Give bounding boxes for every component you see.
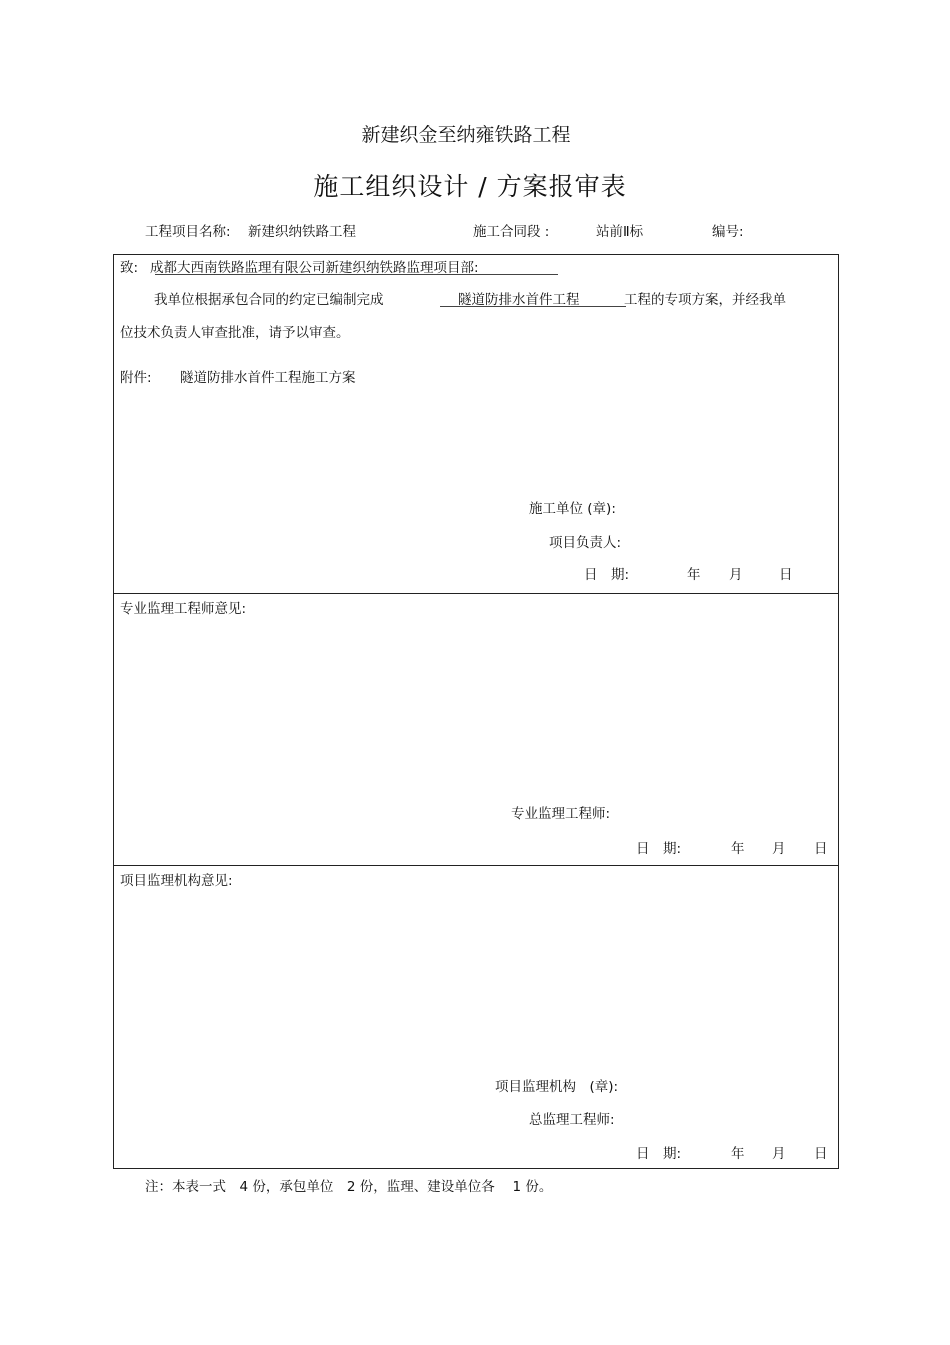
project-work-underline (440, 306, 626, 307)
document-title: 新建织金至纳雍铁路工程 (361, 124, 571, 146)
chief-engineer-label: 总监理工程师: (529, 1112, 615, 1128)
date-day-3: 日 (814, 1146, 828, 1162)
date-year-1: 年 (687, 567, 701, 583)
statement-line-1a: 我单位根据承包合同的约定已编制完成 (154, 292, 384, 308)
project-name-value: 新建织纳铁路工程 (248, 224, 356, 240)
engineer-sign-label: 专业监理工程师: (511, 806, 611, 822)
to-label: 致: (120, 260, 139, 276)
date-label-2: 日 期: (636, 841, 682, 857)
attachment-label: 附件: (120, 370, 152, 386)
date-year-2: 年 (731, 841, 745, 857)
organization-opinion-title: 项目监理机构意见: (120, 873, 233, 889)
project-leader-label: 项目负责人: (549, 535, 622, 551)
project-work-name: 隧道防排水首件工程 (458, 292, 580, 308)
statement-line-1b: 工程的专项方案，并经我单 (624, 292, 786, 308)
section-divider-1 (113, 593, 839, 594)
date-day-2: 日 (814, 841, 828, 857)
section-divider-2 (113, 865, 839, 866)
recipient-name: 成都大西南铁路监理有限公司新建织纳铁路监理项目部: (150, 260, 479, 276)
form-title: 施工组织设计 / 方案报审表 (313, 172, 627, 201)
contract-section-value: 站前Ⅱ标 (596, 224, 644, 240)
project-name-label: 工程项目名称: (145, 224, 231, 240)
construction-unit-seal-label: 施工单位 (章): (529, 501, 616, 517)
date-day-1: 日 (779, 567, 793, 583)
footer-note: 注：本表一式 4 份，承包单位 2 份，监理、建设单位各 1 份。 (145, 1179, 553, 1195)
date-month-2: 月 (772, 841, 786, 857)
date-month-3: 月 (772, 1146, 786, 1162)
recipient-underline (155, 274, 558, 275)
date-label-1: 日 期: (584, 567, 630, 583)
form-table (113, 254, 839, 1169)
engineer-opinion-title: 专业监理工程师意见: (120, 601, 247, 617)
serial-number-label: 编号: (712, 224, 744, 240)
date-month-1: 月 (729, 567, 743, 583)
statement-line-2: 位技术负责人审查批准，请予以审查。 (120, 325, 350, 341)
contract-section-label: 施工合同段 : (473, 224, 550, 240)
date-year-3: 年 (731, 1146, 745, 1162)
attachment-value: 隧道防排水首件工程施工方案 (180, 370, 356, 386)
date-label-3: 日 期: (636, 1146, 682, 1162)
organization-seal-label: 项目监理机构 (章): (495, 1079, 619, 1095)
